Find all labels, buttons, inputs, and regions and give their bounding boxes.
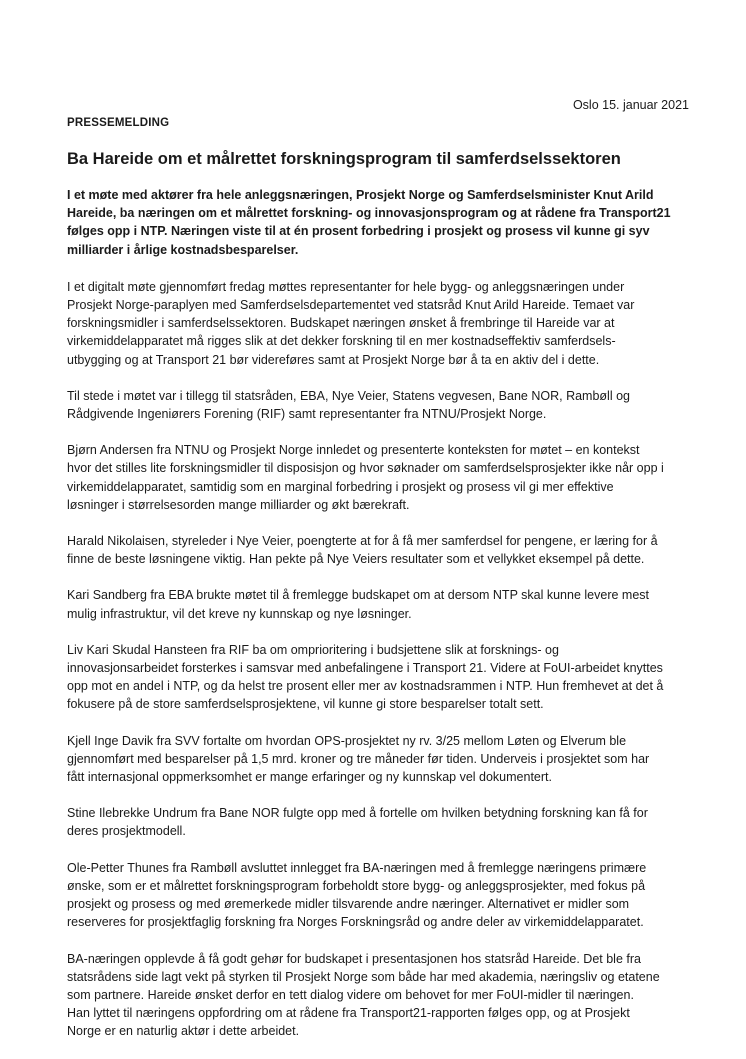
paragraph-line: statsrådens side lagt vekt på styrken til Prosjekt Norge som både har med akademia, næringsliv og etatene	[67, 969, 660, 984]
paragraph-line: Kari Sandberg fra EBA brukte møtet til å fremlegge budskapet om at dersom NTP skal kunne levere mest	[67, 588, 649, 603]
body-paragraph	[67, 732, 691, 787]
paragraph-line: utbygging og at Transport 21 bør videreføres samt at Prosjekt Norge bør å ta en aktiv del i dette.	[67, 352, 600, 367]
paragraph-line: forskningsmidler i samferdselssektoren. Budskapet næringen ønsket å frembringe til Hareide var at	[67, 316, 615, 331]
body-paragraph	[67, 586, 691, 622]
body-paragraph	[67, 804, 691, 840]
paragraph-line: I et digitalt møte gjennomført fredag møttes representanter for hele bygg- og anleggsnæringen under	[67, 279, 625, 294]
paragraph-line: som partnere. Hareide ønsket derfor en tett dialog videre om behovet for mer FoUI-midler til næringen.	[67, 987, 634, 1002]
body-paragraph	[67, 532, 691, 568]
paragraph-line: opp mot en andel i NTP, og da helst tre prosent eller mer av kostnadsrammen i NTP. Hun fremhevet at det å	[67, 679, 664, 694]
release-date: Oslo 15. januar 2021	[572, 98, 689, 112]
body-paragraph	[67, 859, 691, 932]
body-paragraph	[67, 278, 691, 369]
paragraph-line: BA-næringen opplevde å få godt gehør for budskapet i presentasjonen hos statsråd Hareide. Det ble fra	[67, 951, 641, 966]
paragraph-line: finne de beste løsningene viktig. Han pekte på Nye Veiers resultater som et vellykket eksempel på dette.	[67, 552, 645, 567]
paragraph-line: Rådgivende Ingeniørers Forening (RIF) samt representanter fra NTNU/Prosjekt Norge.	[67, 407, 547, 422]
paragraph-line: Prosjekt Norge-paraplyen med Samferdselsdepartementet ved statsråd Knut Arild Hareide. Temaet var	[67, 298, 635, 313]
document-label: PRESSEMELDING	[67, 117, 170, 129]
paragraph-line: Hareide, ba næringen om et målrettet forskning- og innovasjonsprogram og at rådene fra Transport21	[67, 206, 671, 221]
body-paragraph	[67, 641, 691, 714]
paragraph-line: løsninger i størrelsesorden mange milliarder og økt bærekraft.	[67, 497, 410, 512]
paragraph-line: Han lyttet til næringens oppfordring om at rådene fra Transport21-rapporten følges opp, og at Prosjekt	[67, 1006, 630, 1021]
paragraph-line: Ole-Petter Thunes fra Rambøll avsluttet innlegget fra BA-næringen med å fremlegge næringens primære	[67, 860, 647, 875]
paragraph-line: innovasjonsarbeidet forsterkes i samsvar med anbefalingene i Transport 21. Videre at FoUI-arbeidet knyttes	[67, 661, 663, 676]
paragraph-line: mulig infrastruktur, vil det kreve ny kunnskap og nye løsninger.	[67, 606, 412, 621]
article-body	[67, 186, 691, 1059]
paragraph-line: Kjell Inge Davik fra SVV fortalte om hvordan OPS-prosjektet ny rv. 3/25 mellom Løten og Elverum ble	[67, 733, 627, 748]
paragraph-line: prosjekt og prosess og med øremerkede midler tilsvarende andre næringer. Alternativet er midler som	[67, 897, 630, 912]
paragraph-line: hvor det stilles lite forskningsmidler til disposisjon og hvor søknader om samferdselsprosjekter ikke når opp i	[67, 461, 664, 476]
page-title: Ba Hareide om et målrettet forskningsprogram til samferdselssektoren	[67, 150, 621, 168]
paragraph-line: virkemiddelapparatet, samtidig som en marginal forbedring i prosjekt og prosess vil gi mer effektive	[67, 479, 614, 494]
paragraph-line: Stine Ilebrekke Undrum fra Bane NOR fulgte opp med å fortelle om hvilken betydning forskning kan få for	[67, 806, 648, 821]
paragraph-line: deres prosjektmodell.	[67, 824, 186, 839]
paragraph-line: Liv Kari Skudal Hansteen fra RIF ba om omprioritering i budsjettene slik at forsknings- og	[67, 642, 559, 657]
body-paragraph	[67, 387, 691, 423]
paragraph-line: fokusere på de store samferdselsprosjektene, vil kunne gi store besparelser totalt sett.	[67, 697, 544, 712]
paragraph-line: Bjørn Andersen fra NTNU og Prosjekt Norge innledet og presenterte konteksten for møtet – en kontekst	[67, 443, 640, 458]
paragraph-line: I et møte med aktører fra hele anleggsnæringen, Prosjekt Norge og Samferdselsminister Knut Arild	[67, 188, 654, 202]
paragraph-line: gjennomført med besparelser på 1,5 mrd. kroner og tre måneder før tiden. Underveis i prosjektet som har	[67, 751, 650, 766]
paragraph-line: Til stede i møtet var i tillegg til statsråden, EBA, Nye Veier, Statens vegvesen, Bane NOR, Rambøll og	[67, 388, 630, 403]
paragraph-line: virkemiddelapparatet må rigges slik at det dekker forskning til en mer kostnadseffektiv samferdsels-	[67, 334, 616, 349]
paragraph-line: reserveres for prosjektfaglig forskning fra Norges Forskningsråd og andre deler av virkemiddelapparatet.	[67, 915, 644, 930]
lead-paragraph	[67, 186, 691, 259]
body-paragraph	[67, 950, 691, 1041]
paragraph-line: milliarder i årlige kostnadsbesparelser.	[67, 242, 299, 257]
paragraph-line: ønske, som er et målrettet forskningsprogram forbeholdt store bygg- og anleggsprosjekter, med fokus på	[67, 878, 646, 893]
body-paragraph	[67, 441, 691, 514]
paragraph-line: Norge er en naturlig aktør i dette arbeidet.	[67, 1024, 300, 1039]
paragraph-line: følges opp i NTP. Næringen viste til at én prosent forbedring i prosjekt og prosess vil kunne gi syv	[67, 224, 650, 239]
paragraph-line: fått internasjonal oppmerksomhet er mange erfaringer og ny kunnskap vel dokumentert.	[67, 770, 552, 785]
paragraph-line: Harald Nikolaisen, styreleder i Nye Veier, poengterte at for å få mer samferdsel for pengene, er læring for å	[67, 534, 658, 549]
